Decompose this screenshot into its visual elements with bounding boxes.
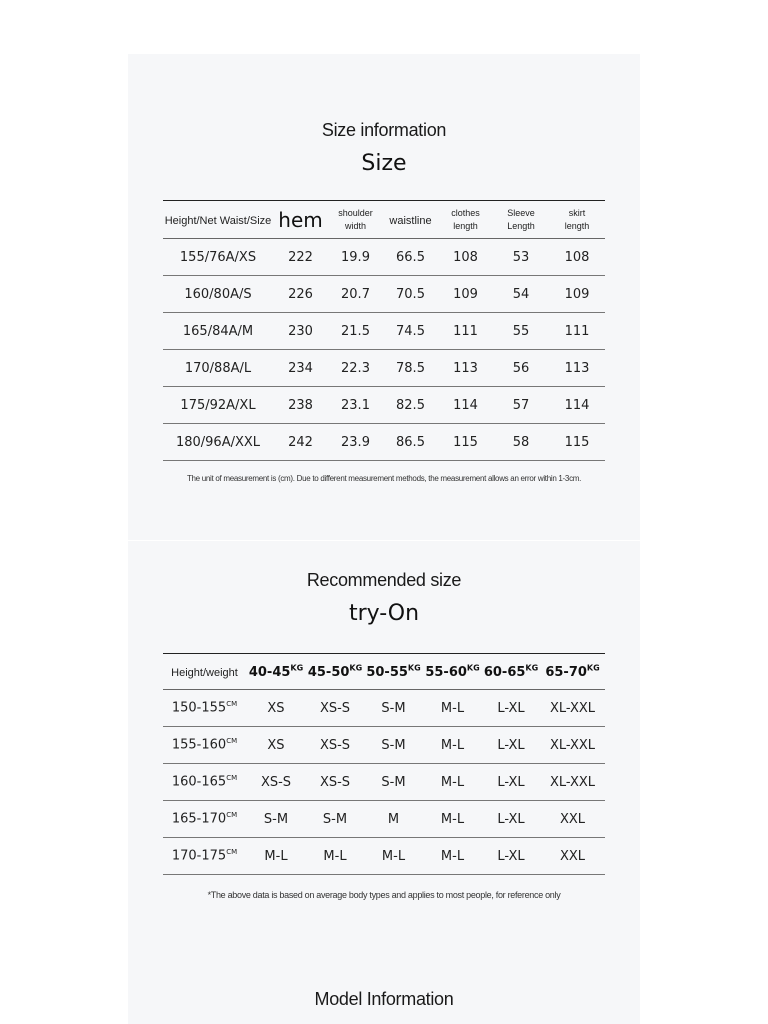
size-information-panel	[128, 54, 640, 540]
recommended-size-cell: M	[387, 811, 400, 827]
col-weight-range: $40-45^{KG}$	[248, 663, 304, 680]
recommend-table-row	[163, 838, 605, 875]
recommended-size-cell: XXL	[559, 811, 586, 827]
col-sleeve-length: Sleeve Length	[507, 207, 535, 231]
size-value-cell: 82.5	[396, 397, 425, 413]
recommended-size-cell: M-L	[440, 811, 465, 827]
size-value-cell: 86.5	[396, 434, 425, 450]
recommended-size-cell: XS-S	[260, 774, 292, 790]
recommended-size-cell: S-M	[263, 811, 289, 827]
size-value-cell: 222	[288, 249, 313, 265]
size-value-cell: 78.5	[396, 360, 425, 376]
size-value-cell: 109	[564, 286, 590, 302]
recommended-size-cell: XS	[267, 737, 285, 753]
size-value-cell: 66.5	[396, 249, 425, 265]
size-value-cell: 20.7	[341, 286, 370, 302]
recommended-size-cell: XL-XXL	[549, 774, 596, 790]
size-value-cell: 55	[512, 323, 530, 339]
size-label-cell: 165/84A/M	[182, 323, 254, 339]
size-table-row	[163, 276, 605, 313]
recommended-size-cell: XXL	[559, 848, 586, 864]
recommended-size-cell: S-M	[381, 774, 406, 790]
recommended-size-cell: XS	[267, 700, 285, 716]
col-size: Height/Net Waist/Size	[164, 214, 272, 227]
size-value-cell: 238	[288, 397, 313, 413]
recommend-table-header	[163, 654, 605, 690]
recommend-table-row	[163, 727, 605, 764]
size-label-cell: 160/80A/S	[184, 286, 252, 302]
size-value-cell: 230	[288, 323, 313, 339]
recommend-table-row	[163, 801, 605, 838]
recommended-size-cell: L-XL	[497, 811, 525, 827]
size-table-row	[163, 424, 605, 461]
size-label-cell: 170/88A/L	[184, 360, 252, 376]
size-value-cell: 53	[512, 249, 530, 265]
col-clothes-length: clothes length	[451, 207, 480, 231]
col-hem: hem	[278, 207, 323, 232]
recommended-size-cell: L-XL	[497, 848, 525, 864]
recommended-size-cell: M-L	[381, 848, 406, 864]
model-information-heading: Model Information	[314, 989, 454, 1009]
size-label-cell: 155/76A/XS	[179, 249, 257, 265]
col-weight-range: $45-50^{KG}$	[307, 663, 363, 680]
size-measurement-note: The unit of measurement is (cm). Due to different measurement methods, the measurement allows an error within 1-3cm.	[186, 474, 582, 483]
recommended-size-panel	[128, 541, 640, 1024]
size-value-cell: 114	[564, 397, 590, 413]
size-value-cell: 114	[453, 397, 478, 413]
recommended-size-cell: S-M	[381, 737, 406, 753]
col-weight-range: $55-60^{KG}$	[425, 663, 480, 680]
recommend-table	[163, 653, 605, 875]
size-value-cell: 234	[288, 360, 313, 376]
size-information-heading: Size information	[321, 120, 447, 140]
recommended-size-cell: M-L	[440, 774, 465, 790]
col-skirt-length: skirt length	[564, 207, 590, 231]
recommended-size-cell: M-L	[264, 848, 288, 864]
col-waistline: waistline	[389, 214, 432, 227]
size-value-cell: 115	[453, 434, 478, 450]
recommended-size-cell: XS-S	[319, 774, 351, 790]
size-value-cell: 56	[512, 360, 530, 376]
size-value-cell: 23.1	[341, 397, 370, 413]
recommended-size-cell: M-L	[323, 848, 347, 864]
size-value-cell: 109	[453, 286, 478, 302]
recommended-size-cell: M-L	[440, 737, 465, 753]
recommended-size-cell: XS-S	[319, 700, 351, 716]
size-value-cell: 21.5	[341, 323, 370, 339]
size-value-cell: 54	[512, 286, 530, 302]
size-value-cell: 108	[453, 249, 478, 265]
col-shoulder-width: shoulder width	[338, 207, 373, 231]
size-value-cell: 22.3	[341, 360, 370, 376]
recommended-size-cell: L-XL	[497, 737, 525, 753]
col-weight-range: $50-55^{KG}$	[366, 663, 421, 680]
height-range-cell: $165-170^{CM}$	[171, 811, 238, 827]
size-table-row	[163, 239, 605, 276]
try-on-subheading: try-On	[348, 601, 420, 626]
size-table-header	[163, 201, 605, 239]
size-value-cell: 115	[564, 434, 590, 450]
size-value-cell: 23.9	[341, 434, 370, 450]
size-value-cell: 242	[288, 434, 313, 450]
size-table-row	[163, 350, 605, 387]
size-table-row	[163, 387, 605, 424]
recommend-table-row	[163, 764, 605, 801]
size-label-cell: 175/92A/XL	[180, 397, 256, 413]
height-range-cell: $150-155^{CM}$	[171, 700, 238, 716]
size-table-row	[163, 313, 605, 350]
size-value-cell: 57	[512, 397, 530, 413]
size-value-cell: 108	[564, 249, 590, 265]
reference-note: *The above data is based on average body types and applies to most people, for reference only	[207, 890, 561, 900]
size-value-cell: 113	[453, 360, 478, 376]
size-value-cell: 70.5	[396, 286, 425, 302]
recommended-size-heading: Recommended size	[306, 570, 462, 590]
recommended-size-cell: L-XL	[497, 774, 525, 790]
col-weight-range: $65-70^{KG}$	[545, 663, 600, 680]
size-subheading: Size	[361, 151, 407, 176]
recommended-size-cell: S-M	[381, 700, 406, 716]
recommended-size-cell: XL-XXL	[549, 737, 596, 753]
recommended-size-cell: XS-S	[319, 737, 351, 753]
recommended-size-cell: L-XL	[497, 700, 525, 716]
size-value-cell: 19.9	[341, 249, 370, 265]
height-range-cell: $170-175^{CM}$	[171, 848, 238, 864]
size-value-cell: 113	[564, 360, 590, 376]
col-weight-range: $60-65^{KG}$	[483, 663, 539, 680]
recommended-size-cell: XL-XXL	[549, 700, 596, 716]
size-value-cell: 226	[288, 286, 313, 302]
recommended-size-cell: S-M	[322, 811, 348, 827]
height-range-cell: $155-160^{CM}$	[171, 737, 238, 753]
recommend-table-row	[163, 690, 605, 727]
col-height-weight: Height/weight	[171, 666, 238, 679]
recommended-size-cell: M-L	[440, 848, 465, 864]
size-value-cell: 111	[564, 323, 590, 339]
recommended-size-cell: M-L	[440, 700, 465, 716]
size-value-cell: 74.5	[396, 323, 425, 339]
size-table	[163, 200, 605, 461]
height-range-cell: $160-165^{CM}$	[171, 774, 238, 790]
size-value-cell: 111	[453, 323, 478, 339]
size-label-cell: 180/96A/XXL	[175, 434, 261, 450]
size-value-cell: 58	[512, 434, 530, 450]
